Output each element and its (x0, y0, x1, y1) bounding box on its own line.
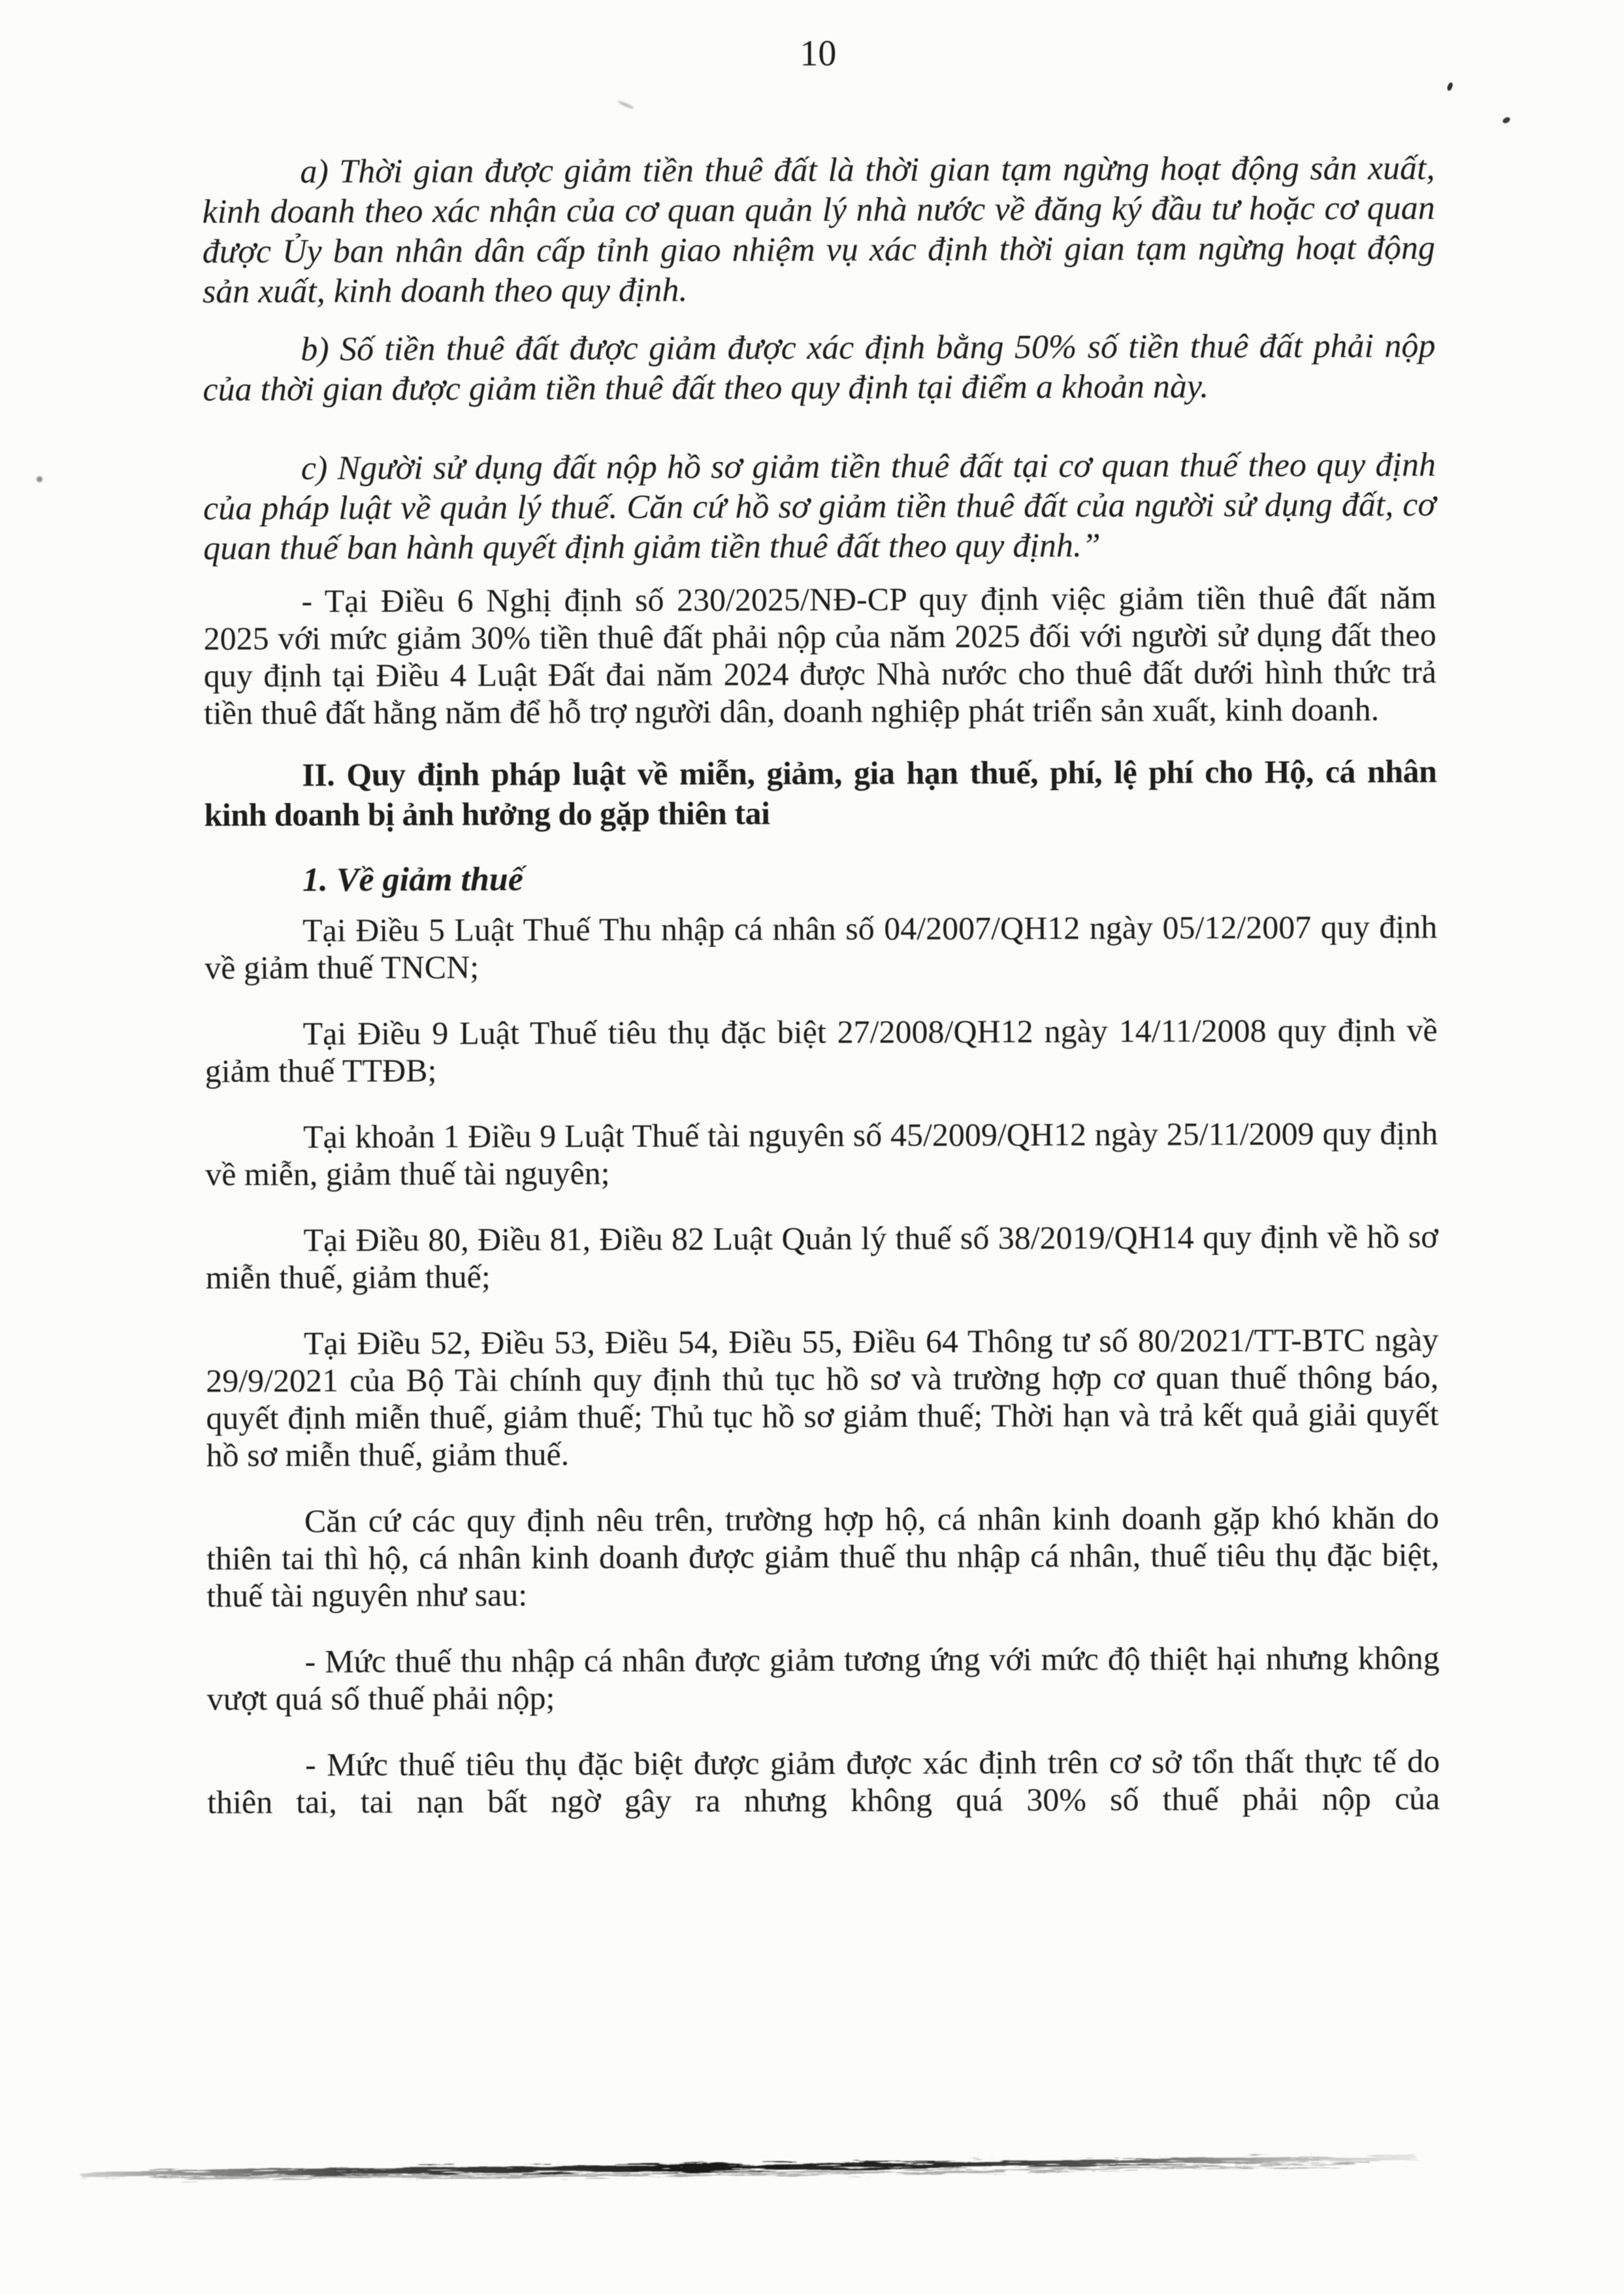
bullet-tncn-reduction: - Mức thuế thu nhập cá nhân được giảm tương ứng với mức độ thiệt hại nhưng không vượt quá số thuế phải nộp; (206, 1639, 1440, 1717)
bullet-ttdb-reduction: - Mức thuế tiêu thụ đặc biệt được giảm được xác định trên cơ sở tổn thất thực tế do thiên tai, tai nạn bất ngờ gây ra nhưng không quá 30% số thuế phải nộp của (207, 1743, 1440, 1820)
scan-dot-left-margin (37, 476, 42, 482)
paragraph-tainguyen-law: Tại khoản 1 Điều 9 Luật Thuế tài nguyên số 45/2009/QH12 ngày 25/11/2009 quy định về miễn, giảm thuế tài nguyên; (205, 1115, 1438, 1192)
paragraph-tncn-law: Tại Điều 5 Luật Thuế Thu nhập cá nhân số 04/2007/QH12 ngày 05/12/2007 quy định về giảm thuế TNCN; (204, 908, 1438, 986)
decree-230-note-paragraph: - Tại Điều 6 Nghị định số 230/2025/NĐ-CP quy định việc giảm tiền thuê đất năm 2025 với mức giảm 30% tiền thuê đất phải nộp của năm 2025 đối với người sử dụng đất theo quy định tại Điều 4 Luật Đất đai năm 2024 được Nhà nước cho thuê đất dưới hình thức trả tiền thuê đất hằng năm để hỗ trợ người dân, doanh nghiệp phát triển sản xuất, kinh doanh. (203, 579, 1437, 731)
paragraph-cancu-conclusion: Căn cứ các quy định nêu trên, trường hợp hộ, cá nhân kinh doanh gặp khó khăn do thiên tai thì hộ, cá nhân kinh doanh được giảm thuế thu nhập cá nhân, thuế tiêu thụ đặc biệt, thuế tài nguyên như sau: (206, 1499, 1440, 1614)
page-content (202, 0, 1440, 1821)
paragraph-ttdb-law: Tại Điều 9 Luật Thuế tiêu thụ đặc biệt 27/2008/QH12 ngày 14/11/2008 quy định về giảm thuế TTĐB; (204, 1011, 1438, 1089)
paragraph-thongtu-btc: Tại Điều 52, Điều 53, Điều 54, Điều 55, Điều 64 Thông tư số 80/2021/TT-BTC ngày 29/9/2021 của Bộ Tài chính quy định thủ tục hồ sơ và trường hợp cơ quan thuế thông báo, quyết định miễn thuế, giảm thuế; Thủ tục hồ sơ giảm thuế; Thời hạn và trả kết quả giải quyết hồ sơ miễn thuế, giảm thuế. (206, 1321, 1439, 1473)
paragraph-quanlythue-law: Tại Điều 80, Điều 81, Điều 82 Luật Quản lý thuế số 38/2019/QH14 quy định về hồ sơ miễn thuế, giảm thuế; (205, 1218, 1438, 1296)
subsection-heading-1: 1. Về giảm thuế (302, 860, 523, 899)
scan-speck-top-right-1 (1446, 82, 1453, 91)
scan-speck-top-right-2 (1502, 116, 1511, 125)
quoted-point-c-paragraph: c) Người sử dụng đất nộp hồ sơ giảm tiền thuê đất tại cơ quan thuế theo quy định của pháp luật về quản lý thuế. Căn cứ hồ sơ giảm tiền thuê đất của người sử dụng đất, cơ quan thuế ban hành quyết định giảm tiền thuê đất theo quy định.” (203, 446, 1437, 567)
scan-smudge-mark (77, 2142, 1423, 2191)
quoted-point-a-paragraph: a) Thời gian được giảm tiền thuê đất là thời gian tạm ngừng hoạt động sản xuất, kinh doanh theo xác nhận của cơ quan quản lý nhà nước về đăng ký đầu tư hoặc cơ quan được Ủy ban nhân dân cấp tỉnh giao nhiệm vụ xác định thời gian tạm ngừng hoạt động sản xuất, kinh doanh theo quy định. (202, 150, 1435, 310)
section-heading-ii: II. Quy định pháp luật về miễn, giảm, gia hạn thuế, phí, lệ phí cho Hộ, cá nhân kinh doanh bị ảnh hưởng do gặp thiên tai (204, 753, 1437, 833)
page-number: 10 (800, 33, 837, 74)
quoted-point-b-paragraph: b) Số tiền thuê đất được giảm được xác định bằng 50% số tiền thuê đất phải nộp của thời gian được giảm tiền thuê đất theo quy định tại điểm a khoản này. (203, 327, 1436, 408)
